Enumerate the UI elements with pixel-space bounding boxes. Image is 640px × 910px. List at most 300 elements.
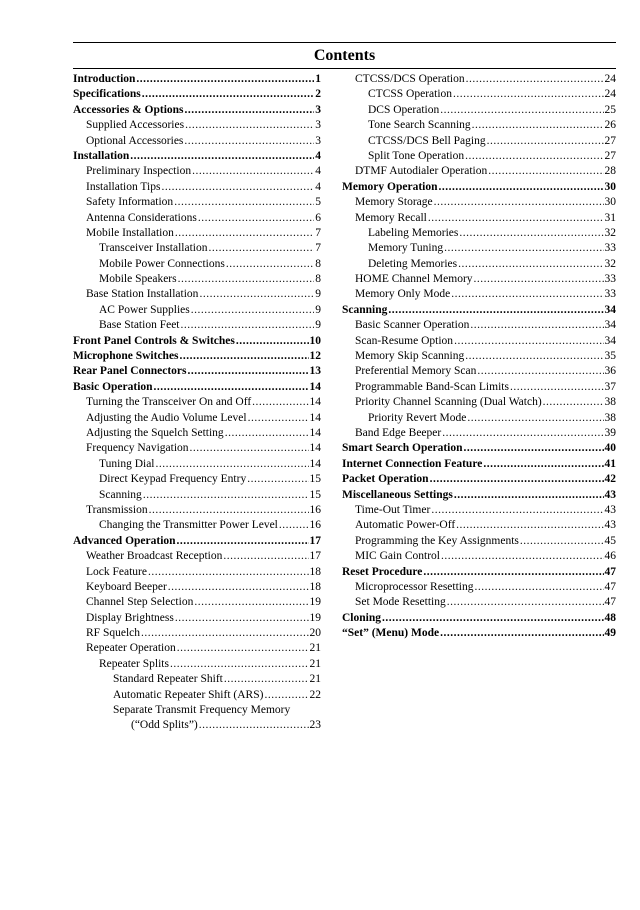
toc-entry-page-number: 14 (309, 411, 321, 424)
toc-entry[interactable] (73, 472, 321, 487)
dot-leader (441, 549, 604, 564)
toc-entry[interactable] (73, 718, 321, 733)
dot-leader (236, 334, 309, 349)
toc-entry[interactable] (73, 72, 321, 87)
toc-entry-title: Microprocessor Resetting (355, 580, 474, 593)
toc-entry[interactable] (342, 164, 616, 179)
toc-entry-page-number: 14 (309, 457, 321, 470)
toc-entry-page-number: 5 (315, 196, 321, 209)
toc-entry[interactable] (342, 411, 616, 426)
toc-entry[interactable] (73, 349, 321, 364)
toc-entry-page-number: 33 (604, 273, 616, 286)
toc-entry[interactable] (73, 87, 321, 102)
toc-entry-page-number: 47 (604, 565, 616, 578)
toc-entry[interactable] (73, 426, 321, 441)
toc-entry[interactable] (342, 87, 616, 102)
toc-entry[interactable] (342, 472, 616, 487)
page-title: Contents (313, 47, 376, 64)
toc-entry-page-number: 30 (604, 180, 616, 193)
toc-entry[interactable] (73, 534, 321, 549)
top-rule (73, 42, 616, 43)
toc-entry[interactable] (73, 565, 321, 580)
toc-entry[interactable] (342, 426, 616, 441)
contents-page (73, 42, 616, 732)
toc-entry-page-number: 18 (309, 565, 321, 578)
toc-entry[interactable] (73, 134, 321, 149)
toc-entry-title: Memory Tuning (368, 242, 444, 255)
dot-leader (388, 303, 603, 318)
dot-leader (465, 349, 603, 364)
toc-entry-title: Frequency Navigation (86, 442, 189, 455)
dot-leader (178, 272, 315, 287)
toc-entry-page-number: 22 (309, 688, 321, 701)
toc-entry[interactable] (73, 580, 321, 595)
toc-entry-page-number: 15 (309, 488, 321, 501)
toc-entry-page-number: 14 (309, 380, 321, 393)
dot-leader (454, 334, 603, 349)
toc-entry-page-number: 45 (604, 534, 616, 547)
toc-entry-page-number: 4 (315, 180, 321, 193)
dot-leader (428, 211, 604, 226)
toc-entry-page-number: 16 (309, 519, 321, 532)
dot-leader (466, 72, 604, 87)
dot-leader (465, 149, 603, 164)
toc-entry-title: Transceiver Installation (99, 242, 208, 255)
toc-entry-page-number: 16 (309, 503, 321, 516)
dot-leader (199, 287, 314, 302)
toc-entry-page-number: 15 (309, 473, 321, 486)
dot-leader (248, 411, 309, 426)
dot-leader (451, 287, 603, 302)
toc-entry-page-number: 43 (604, 488, 616, 501)
toc-entry-page-number: 43 (604, 503, 616, 516)
dot-leader (226, 257, 314, 272)
toc-entry-title: Basic Operation (73, 380, 153, 393)
toc-entry[interactable] (342, 211, 616, 226)
toc-entry-page-number: 48 (604, 611, 616, 624)
dot-leader (156, 457, 309, 472)
toc-entry[interactable] (342, 364, 616, 379)
toc-entry-title: Deleting Memories (368, 257, 458, 270)
toc-entry[interactable] (73, 595, 321, 610)
toc-entry[interactable] (73, 657, 321, 672)
toc-entry-page-number: 33 (604, 288, 616, 301)
dot-leader (185, 103, 315, 118)
toc-entry-title: Labeling Memories (368, 226, 459, 239)
toc-entry-page-number: 47 (604, 580, 616, 593)
toc-entry[interactable] (73, 364, 321, 379)
toc-entry-page-number: 3 (315, 103, 321, 116)
dot-leader (141, 626, 309, 641)
dot-leader (487, 134, 604, 149)
toc-entry[interactable] (342, 488, 616, 503)
toc-entry-title: Rear Panel Connectors (73, 365, 187, 378)
toc-entry-title: Base Station Feet (99, 319, 180, 332)
toc-entry-title: Changing the Transmitter Power Level (99, 519, 278, 532)
toc-entry[interactable] (342, 549, 616, 564)
toc-entry[interactable] (73, 488, 321, 503)
dot-leader (177, 641, 309, 656)
toc-entry-page-number: 43 (604, 519, 616, 532)
toc-entry[interactable] (73, 180, 321, 195)
dot-leader (470, 318, 603, 333)
toc-entry-page-number: 27 (604, 134, 616, 147)
toc-entry-title: Adjusting the Audio Volume Level (86, 411, 247, 424)
toc-entry-page-number: 2 (315, 88, 321, 101)
toc-entry-title: Automatic Repeater Shift (ARS) (113, 688, 264, 701)
toc-entry-title: Internet Connection Feature (342, 457, 483, 470)
toc-entry-title: “Set” (Menu) Mode (342, 627, 440, 640)
toc-entry-title: DTMF Autodialer Operation (355, 165, 488, 178)
toc-entry[interactable] (73, 380, 321, 395)
toc-entry-page-number: 1 (315, 73, 321, 85)
toc-entry[interactable] (73, 318, 321, 333)
toc-entry[interactable] (342, 534, 616, 549)
toc-entry[interactable] (342, 272, 616, 287)
dot-leader (459, 226, 603, 241)
toc-entry[interactable] (342, 457, 616, 472)
toc-entry[interactable] (342, 595, 616, 610)
toc-entry-page-number: 34 (604, 319, 616, 332)
toc-entry[interactable] (73, 149, 321, 164)
toc-entry[interactable] (342, 257, 616, 272)
toc-entry-title: Microphone Switches (73, 350, 179, 363)
toc-entry-title: Turning the Transceiver On and Off (86, 396, 252, 409)
toc-entry-page-number: 7 (315, 242, 321, 255)
title-rule (73, 68, 616, 69)
toc-entry[interactable] (342, 303, 616, 318)
dot-leader (168, 580, 309, 595)
toc-entry-title: MIC Gain Control (355, 550, 440, 563)
toc-entry-page-number: 37 (604, 380, 616, 393)
dot-leader (423, 565, 603, 580)
toc-entry-page-number: 13 (309, 365, 321, 378)
toc-entry-title: Repeater Operation (86, 642, 176, 655)
toc-entry-title: Mobile Power Connections (99, 257, 225, 270)
dot-leader (191, 303, 315, 318)
dot-leader (474, 272, 604, 287)
toc-entry[interactable] (73, 395, 321, 410)
toc-entry-title: CTCSS/DCS Operation (355, 73, 465, 85)
toc-entry[interactable] (342, 395, 616, 410)
dot-leader (472, 118, 604, 133)
toc-entry-page-number: 35 (604, 350, 616, 363)
toc-entry-title: Installation Tips (86, 180, 161, 193)
toc-entry-page-number: 46 (604, 550, 616, 563)
toc-entry[interactable] (73, 611, 321, 626)
toc-entry[interactable] (73, 457, 321, 472)
dot-leader (440, 626, 603, 641)
toc-entry[interactable] (73, 272, 321, 287)
toc-entry-page-number: 9 (315, 288, 321, 301)
dot-leader (477, 364, 603, 379)
toc-entry-title: AC Power Supplies (99, 303, 190, 316)
toc-entry-page-number: 36 (604, 365, 616, 378)
toc-entry-title: Memory Storage (355, 196, 433, 209)
toc-entry-title: CTCSS/DCS Bell Paging (368, 134, 486, 147)
dot-leader (190, 441, 309, 456)
toc-entry[interactable] (73, 334, 321, 349)
dot-leader (434, 195, 604, 210)
toc-entry-page-number: 38 (604, 396, 616, 409)
toc-entry-title: Front Panel Controls & Switches (73, 334, 235, 347)
toc-entry[interactable] (73, 287, 321, 302)
toc-entry-page-number: 4 (315, 165, 321, 178)
dot-leader (175, 226, 314, 241)
toc-entry-title: Mobile Installation (86, 226, 174, 239)
toc-entry-title: Band Edge Beeper (355, 426, 442, 439)
dot-leader (192, 164, 314, 179)
toc-entry-title: Tone Search Scanning (368, 119, 471, 132)
toc-entry-title: Scanning (99, 488, 142, 501)
dot-leader (170, 657, 309, 672)
dot-leader (279, 518, 309, 533)
toc-entry-title: Scan-Resume Option (355, 334, 454, 347)
dot-leader (149, 503, 309, 518)
toc-entry-page-number: 18 (309, 580, 321, 593)
toc-entry[interactable] (73, 626, 321, 641)
toc-entry-page-number: 4 (315, 149, 321, 162)
toc-entry-title: Programmable Band-Scan Limits (355, 380, 509, 393)
toc-entry-page-number: 41 (604, 457, 616, 470)
toc-entry[interactable] (73, 164, 321, 179)
toc-entry-title: Miscellaneous Settings (342, 488, 453, 501)
toc-entry-page-number: 42 (604, 473, 616, 486)
toc-entry[interactable] (342, 580, 616, 595)
toc-entry-page-number: 34 (604, 303, 616, 316)
toc-entry-page-number: 30 (604, 196, 616, 209)
dot-leader (510, 380, 604, 395)
dot-leader (488, 164, 603, 179)
dot-leader (180, 349, 309, 364)
dot-leader (439, 180, 604, 195)
toc-entry-title: Repeater Splits (99, 657, 169, 670)
toc-entry[interactable] (73, 672, 321, 687)
toc-entry-page-number: 7 (315, 226, 321, 239)
toc-entry-title: (“Odd Splits”) (131, 719, 198, 732)
toc-entry-page-number: 27 (604, 149, 616, 162)
dot-leader (442, 426, 603, 441)
dot-leader (454, 488, 604, 503)
toc-entry-title: Base Station Installation (86, 288, 199, 301)
toc-entry[interactable] (342, 349, 616, 364)
toc-entry-title: Automatic Power-Off (355, 519, 456, 532)
dot-leader (475, 580, 604, 595)
dot-leader (177, 534, 309, 549)
dot-leader (181, 318, 315, 333)
toc-entry-title: Transmission (86, 503, 148, 516)
toc-entry[interactable] (342, 318, 616, 333)
toc-entry[interactable] (73, 411, 321, 426)
toc-entry-title: Cloning (342, 611, 381, 624)
toc-entry-page-number: 8 (315, 257, 321, 270)
dot-leader (444, 241, 603, 256)
dot-leader (142, 87, 315, 102)
toc-entry-page-number: 10 (309, 334, 321, 347)
toc-entry[interactable] (342, 441, 616, 456)
toc-entry[interactable] (342, 226, 616, 241)
toc-entry-title: Introduction (73, 73, 136, 85)
toc-right-column (342, 72, 616, 641)
toc-entry[interactable] (342, 287, 616, 302)
toc-entry-page-number: 17 (309, 534, 321, 547)
toc-entry-page-number: 21 (309, 657, 321, 670)
toc-entry-page-number: 25 (604, 103, 616, 116)
toc-entry[interactable] (342, 118, 616, 133)
toc-entry-page-number: 38 (604, 411, 616, 424)
toc-entry-page-number: 19 (309, 596, 321, 609)
toc-entry-page-number: 3 (315, 134, 321, 147)
dot-leader (136, 72, 314, 87)
toc-entry-title: Packet Operation (342, 473, 429, 486)
toc-entry-title: Adjusting the Squelch Setting (86, 426, 224, 439)
toc-entry[interactable] (342, 72, 616, 87)
toc-entry[interactable] (342, 134, 616, 149)
dot-leader (175, 611, 309, 626)
toc-entry[interactable] (73, 518, 321, 533)
toc-entry-page-number: 39 (604, 426, 616, 439)
toc-entry-title: Lock Feature (86, 565, 147, 578)
dot-leader (185, 118, 314, 133)
dot-leader (264, 688, 308, 703)
toc-entry-title: HOME Channel Memory (355, 273, 473, 286)
toc-entry-page-number: 9 (315, 303, 321, 316)
toc-entry[interactable] (73, 688, 321, 703)
toc-entry-title: Memory Operation (342, 180, 438, 193)
toc-entry-title: CTCSS Operation (368, 88, 453, 101)
toc-entry[interactable] (342, 180, 616, 195)
toc-entry[interactable] (342, 503, 616, 518)
toc-entry-page-number: 19 (309, 611, 321, 624)
dot-leader (161, 180, 314, 195)
toc-entry[interactable] (342, 518, 616, 533)
toc-entry[interactable] (73, 641, 321, 656)
toc-entry-title: Optional Accessories (86, 134, 184, 147)
dot-leader (543, 395, 604, 410)
toc-entry-page-number: 28 (604, 165, 616, 178)
toc-entry-title: Split Tone Operation (368, 149, 465, 162)
toc-entry-page-number: 32 (604, 257, 616, 270)
toc-entry[interactable] (342, 334, 616, 349)
toc-entry-page-number: 47 (604, 596, 616, 609)
dot-leader (458, 257, 603, 272)
toc-entry[interactable] (73, 241, 321, 256)
toc-entry-page-number: 21 (309, 642, 321, 655)
toc-entry-title: Priority Revert Mode (368, 411, 467, 424)
toc-entry-page-number: 40 (604, 442, 616, 455)
toc-entry-page-number: 6 (315, 211, 321, 224)
toc-entry-title: Scanning (342, 303, 388, 316)
toc-left-column (73, 72, 321, 734)
toc-entry-title: Keyboard Beeper (86, 580, 167, 593)
toc-entry[interactable] (73, 441, 321, 456)
toc-entry-title: Separate Transmit Frequency Memory (113, 704, 291, 717)
toc-entry-title: Direct Keypad Frequency Entry (99, 473, 247, 486)
dot-leader (456, 518, 603, 533)
toc-entry[interactable] (342, 103, 616, 118)
toc-entry-title: DCS Operation (368, 103, 440, 116)
toc-entry[interactable] (342, 149, 616, 164)
toc-entry-title: Set Mode Resetting (355, 596, 446, 609)
toc-entry-title: Preliminary Inspection (86, 165, 192, 178)
toc-entry-title: Memory Skip Scanning (355, 350, 465, 363)
dot-leader (188, 364, 309, 379)
toc-entry-title: Installation (73, 149, 130, 162)
toc-entry[interactable] (73, 103, 321, 118)
dot-leader (520, 534, 604, 549)
toc-entry-page-number: 3 (315, 119, 321, 132)
toc-entry-title: Programming the Key Assignments (355, 534, 519, 547)
toc-entry[interactable] (73, 226, 321, 241)
toc-entry[interactable] (73, 549, 321, 564)
dot-leader (431, 503, 603, 518)
toc-entry[interactable] (342, 611, 616, 626)
toc-entry[interactable] (73, 195, 321, 210)
toc-entry-page-number: 14 (309, 396, 321, 409)
dot-leader (130, 149, 314, 164)
toc-entry-page-number: 21 (309, 673, 321, 686)
toc-entry-page-number: 32 (604, 226, 616, 239)
toc-entry-page-number: 14 (309, 442, 321, 455)
toc-entry-title: RF Squelch (86, 627, 140, 640)
toc-entry-page-number: 14 (309, 426, 321, 439)
toc-entry[interactable] (342, 195, 616, 210)
toc-entry-title: Smart Search Operation (342, 442, 463, 455)
toc-entry-title: Priority Channel Scanning (Dual Watch) (355, 396, 542, 409)
toc-entry-page-number: 23 (309, 719, 321, 732)
toc-entry-title: Supplied Accessories (86, 119, 185, 132)
toc-entry-page-number: 8 (315, 273, 321, 286)
toc-entry-title: Weather Broadcast Reception (86, 550, 223, 563)
toc-entry-title: Safety Information (86, 196, 174, 209)
dot-leader (382, 611, 604, 626)
toc-entry-title: Tuning Dial (99, 457, 155, 470)
dot-leader (224, 672, 309, 687)
dot-leader (464, 441, 604, 456)
toc-entry-page-number: 24 (604, 73, 616, 85)
toc-entry[interactable] (342, 241, 616, 256)
toc-entry-page-number: 9 (315, 319, 321, 332)
dot-leader (143, 488, 309, 503)
toc-entry[interactable] (342, 565, 616, 580)
toc-entry-title: Specifications (73, 88, 141, 101)
dot-leader (198, 211, 314, 226)
toc-entry[interactable] (73, 118, 321, 133)
dot-leader (247, 472, 308, 487)
dot-leader (174, 195, 314, 210)
toc-entry-page-number: 20 (309, 627, 321, 640)
toc-entry[interactable] (73, 703, 321, 718)
toc-entry-title: Memory Only Mode (355, 288, 451, 301)
dot-leader (447, 595, 604, 610)
toc-entry-title: Reset Procedure (342, 565, 423, 578)
toc-entry[interactable] (73, 257, 321, 272)
dot-leader (225, 426, 309, 441)
toc-entry-page-number: 34 (604, 334, 616, 347)
toc-entry-title: Advanced Operation (73, 534, 176, 547)
dot-leader (154, 380, 309, 395)
dot-leader (184, 134, 314, 149)
toc-entry[interactable] (342, 626, 616, 641)
toc-entry[interactable] (73, 303, 321, 318)
toc-entry[interactable] (73, 211, 321, 226)
toc-entry-title: Time-Out Timer (355, 503, 431, 516)
toc-entry-title: Preferential Memory Scan (355, 365, 477, 378)
dot-leader (199, 718, 309, 733)
dot-leader (430, 472, 604, 487)
toc-entry[interactable] (342, 380, 616, 395)
toc-entry[interactable] (73, 503, 321, 518)
